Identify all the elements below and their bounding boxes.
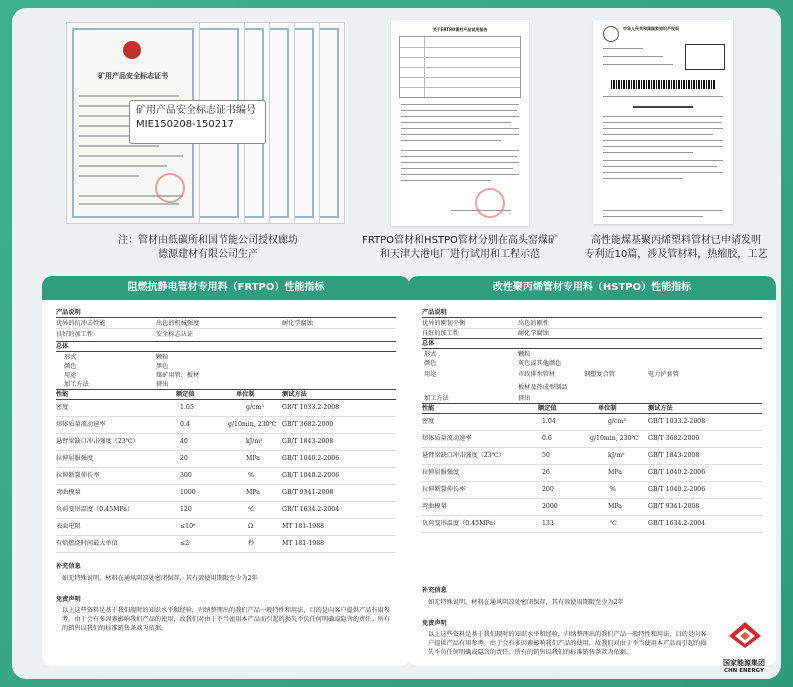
patent-header: 中华人民共和国国家知识产权局 (623, 26, 679, 31)
logo-name-cn: 国家能源集团 (723, 659, 765, 667)
table-row: 用途 市政排水管材 钢塑复合管 电力护套管 (424, 371, 679, 378)
table-row: 有焰燃烧时间最大单值 ≤2 秒 MT 181-1988 (56, 536, 396, 553)
hstpo-desc-label: 产品说明 (422, 308, 762, 318)
frtpo-desc-label: 产品说明 (56, 308, 396, 318)
table-row: 悬臂梁缺口冲击强度（23℃） 50 kJ/m² GB/T 1843-2008 (422, 448, 762, 465)
table-row: 用途 煤矿用管、板材 (64, 372, 200, 379)
hstpo-supp-label: 补充信息 (422, 587, 447, 594)
hstpo-disc-label: 免责声明 (422, 620, 447, 627)
seal-stamp-icon (155, 173, 185, 203)
table-row: 拉伸屈服强度 26 MPa GB/T 1040.2-2006 (422, 465, 762, 482)
table-row: 负荷变形温度（0.45MPa） 120 ℃ GB/T 1634.2-2004 (56, 502, 396, 519)
table-row: 良好的加工性 安全标志认证 (56, 328, 396, 341)
table-row: 悬臂梁缺口冲击强度（23℃） 40 kJ/m² GB/T 1843-2008 (56, 434, 396, 451)
table-row: 良好的加工性 耐化学腐蚀 (422, 328, 762, 338)
table-row: 优异的刚韧平衡 出色的刚性 (422, 320, 549, 327)
stamp-box (685, 44, 725, 70)
hstpo-panel-title: 改性聚丙烯管材专用料（HSTPO）性能指标 (408, 276, 776, 300)
frtpo-disc-text: 以上这些资料是基于我们现时的知识水平和经验，归纳整理出的我们产品一般特性和用法，目的是向客户提供产品有用参考。由于会有多因素影响我们产品的使用，故我们对由于不当使用本产品而引起的损失不负任何明确或隐含的责任。所有的销售以我们的标准销售条款为依据。 (62, 607, 390, 632)
hstpo-supp-text: 如无特殊说明，材料在通风阴凉处密闭保存，其有效使用期限至少为2年 (428, 599, 624, 606)
patent-notice-image (593, 20, 733, 224)
national-emblem-icon (123, 41, 141, 59)
callout-number: MIE150208-150217 (136, 119, 234, 130)
table-row: 拉伸断裂伸长率 200 % GB/T 1040.2-2006 (422, 482, 762, 499)
caption-patent: 高性能煤基聚丙烯塑料管材已申请发明 专利近10篇，涉及管材料，热缩胶，工艺 (584, 235, 768, 260)
frtpo-disc-label: 免责声明 (56, 596, 81, 603)
hstpo-spec-panel (408, 276, 776, 666)
frtpo-panel-title: 阻燃抗静电管材专用料（FRTPO）性能指标 (42, 276, 410, 300)
table-row: 拉伸断裂伸长率 300 % GB/T 1040.2-2006 (56, 468, 396, 485)
table-row: 密度 1.04 g/cm³ GB/T 1033.2-2008 (422, 414, 762, 431)
table-row: 板材及热成型制品 (518, 384, 568, 391)
report-table (399, 36, 521, 98)
certificate-title: 矿用产品安全标志证书 (98, 71, 168, 80)
table-row: 加工方法 挤出 (64, 381, 169, 388)
caption-certificate: 注：管材由低碳所和国节能公司授权廊坊 德源建材有限公司生产 (118, 235, 298, 260)
frtpo-supp-label: 补充信息 (56, 563, 81, 570)
frtpo-general-label: 总体 (56, 341, 396, 352)
barcode-icon (611, 80, 716, 89)
table-row: 弯曲模量 1000 MPa GB/T 9341-2008 (56, 485, 396, 502)
table-row: 加工方法 挤出 (424, 395, 531, 402)
table-row: 形式 颗粒 (64, 354, 169, 361)
table-row: 形式 颗粒 (424, 351, 531, 358)
table-row: 拉伸屈服强度 20 MPa GB/T 1040.2-2006 (56, 451, 396, 468)
seal-stamp-icon (475, 188, 505, 218)
trial-report-image (391, 20, 529, 226)
frtpo-supp-text: 如无特殊说明，材料在通风阴凉处密闭保存，其有效使用期限至少为2年 (62, 575, 258, 582)
ipo-logo-icon (603, 26, 619, 42)
table-row: 熔体质量流动速率 0.4 g/10min, 230℃ GB/T 3682-2000 (56, 417, 396, 434)
frtpo-props-header: 性能 额定值 单位制 测试方法 (56, 389, 396, 400)
logo-name-en: CHN ENERGY (724, 668, 764, 674)
table-row: 表面电阻 ≤10⁶ Ω MT 181-1988 (56, 519, 396, 536)
certificate-number-callout (129, 100, 266, 144)
callout-title: 矿用产品安全标志证书编号 (136, 105, 256, 116)
table-row: 弯曲模量 2000 MPa GB/T 9341-2008 (422, 499, 762, 516)
chn-energy-logo-icon (727, 620, 763, 650)
table-row: 优异的抗冲击性能 出色的机械强度 耐化学腐蚀 (56, 320, 313, 327)
hstpo-disc-text: 以上这些资料是基于我们现时的知识水平和经验，归纳整理出的我们产品一般特性和用法，目的是向客户提供产品有用参考。由于会有多因素影响我们产品的使用，故我们对由于不当使用本产品而引起的损失不负任何明确或隐含的责任。所有的销售以我们的标准销售条款为依据。 (428, 631, 707, 656)
table-row: 密度 1.05 g/cm³ GB/T 1033.2-2008 (56, 400, 396, 417)
chn-energy-logo (719, 620, 769, 676)
caption-report: FRTPO管材和HSTPO管材分别在高头窑煤矿 和天津大港电厂进行试用和工程示范 (362, 235, 558, 260)
table-row: 负荷变形温度（0.45MPa） 133 ℃ GB/T 1634.2-2004 (422, 516, 762, 533)
table-row: 颜色 灰色或其他颜色 (424, 360, 562, 367)
frtpo-spec-panel (42, 276, 410, 666)
report-title: 关于FRTPO管材产品试用报告 (432, 27, 488, 32)
hstpo-props-header: 性能 额定值 单位制 测试方法 (422, 403, 762, 414)
table-row: 熔体质量流动速率 0.6 g/10min, 230℃ GB/T 3682-2000 (422, 431, 762, 448)
table-row: 颜色 黑色 (64, 363, 169, 370)
hstpo-general-label: 总体 (422, 338, 762, 349)
